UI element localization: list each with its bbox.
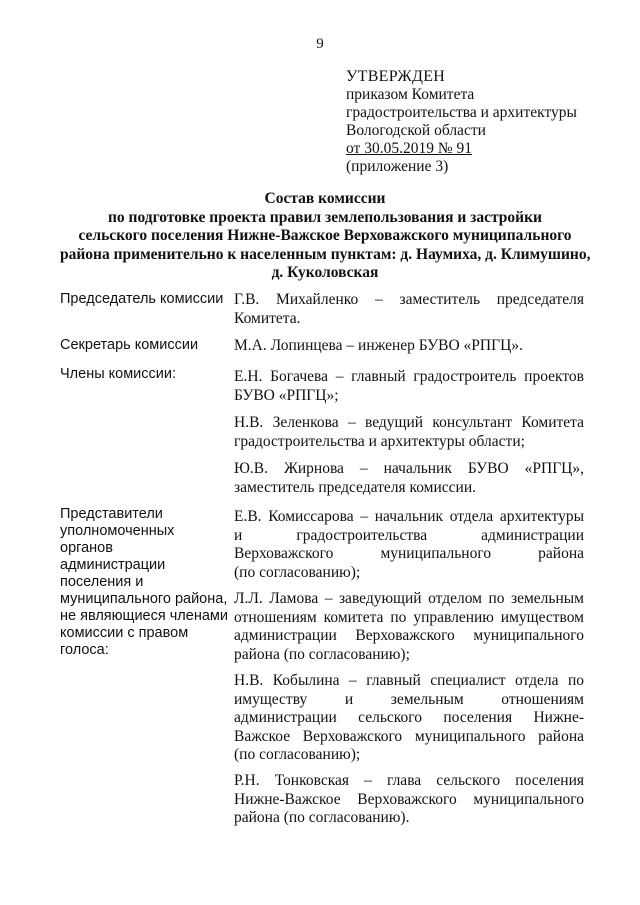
entry-line: района (по согласованию); (234, 645, 410, 663)
entry-line: администрации сельского поселения Нижне- (234, 709, 584, 726)
entry-line: и градостроительства администрации (234, 526, 584, 544)
entry-line: администрации Верховажского муниципального (234, 627, 584, 644)
document-heading (60, 190, 590, 283)
entry-line: Л.Л. Ламова – заведующий отделом по земельным (234, 590, 584, 607)
approval-line: (приложение 3) (346, 158, 449, 175)
entry-line: заместитель председателя комиссии. (234, 478, 476, 496)
label-line: уполномоченных органов (60, 523, 175, 556)
heading-title: Состав комиссии (264, 190, 386, 207)
entry-line: отношениям комитета по управлению имуществом (234, 608, 584, 626)
approval-line: Вологодской области (346, 122, 486, 139)
entry-line: Нижне-Важское Верховажского муниципального (234, 790, 584, 808)
entry-line: Комитета. (234, 309, 301, 327)
label-line: комиссии с правом (60, 625, 189, 641)
chairman-row (60, 291, 590, 331)
member-entry (234, 460, 584, 497)
label-line: администрации (60, 557, 166, 573)
representative-entry (234, 772, 584, 828)
representatives-row (60, 506, 590, 836)
chairman-entry (234, 291, 584, 328)
entry-line: Важское Верховажского муниципального района (234, 727, 584, 745)
entry-line: БУВО «РПГЦ»; (234, 386, 339, 404)
members-row (60, 366, 590, 496)
heading-line: района применительно к населенным пунктам: д. Наумиха, д. Климушино, (60, 245, 591, 263)
member-entry (234, 368, 584, 405)
secretary-label: Секретарь комиссии (60, 337, 199, 353)
entry-line: Е.Н. Богачева – главный градостроитель проектов (234, 368, 584, 385)
approval-title: УТВЕРЖДЕН (346, 68, 446, 85)
label-line: не являющиеся членами (60, 608, 228, 624)
member-entry (234, 414, 584, 451)
chairman-label: Председатель комиссии (60, 291, 224, 307)
entry-line: Р.Н. Тонковская – глава сельского поселения (234, 772, 584, 789)
representative-entry (234, 508, 584, 582)
representative-entry (234, 590, 584, 664)
heading-line: д. Куколовская (271, 264, 379, 281)
entry-line: Г.В. Михайленко – заместитель председателя (234, 291, 584, 308)
entry-line: Ю.В. Жирнова – начальник БУВО «РПГЦ», (234, 460, 584, 477)
approval-stamp (346, 68, 577, 176)
label-line: поселения и (60, 574, 144, 590)
entry-line: градостроительства и архитектуры области; (234, 432, 525, 450)
entry-line: Е.В. Комиссарова – начальник отдела архитектуры (234, 508, 584, 525)
label-line: муниципального района, (60, 591, 228, 607)
entry-line: Н.В. Зеленкова – ведущий консультант Комитета (234, 414, 584, 431)
members-label: Члены комиссии: (60, 366, 177, 382)
approval-line: приказом Комитета (346, 86, 475, 103)
heading-line: по подготовке проекта правил землепользования и застройки (108, 208, 542, 226)
entry-line: М.А. Лопинцева – инженер БУВО «РПГЦ». (234, 337, 523, 354)
entry-line: (по согласованию); (234, 746, 361, 763)
entry-line: Н.В. Кобылина – главный специалист отдела по (234, 672, 584, 689)
secretary-row (60, 337, 590, 359)
approval-order-number: от 30.05.2019 № 91 (346, 140, 472, 157)
representative-entry (234, 672, 584, 765)
entry-line: (по согласованию); (234, 563, 361, 581)
page-number: 9 (316, 36, 324, 52)
approval-line: градостроительства и архитектуры (346, 104, 577, 121)
entry-line: района (по согласованию). (234, 809, 410, 826)
secretary-entry (234, 337, 584, 356)
label-line: голоса: (60, 642, 109, 658)
heading-line: сельского поселения Нижне-Важское Верховажского муниципального (78, 227, 572, 244)
representatives-label (60, 506, 230, 659)
entry-line: имуществу и земельным отношениям (234, 690, 584, 708)
label-line: Представители (60, 506, 163, 522)
entry-line: Верховажского муниципального района (234, 545, 584, 562)
